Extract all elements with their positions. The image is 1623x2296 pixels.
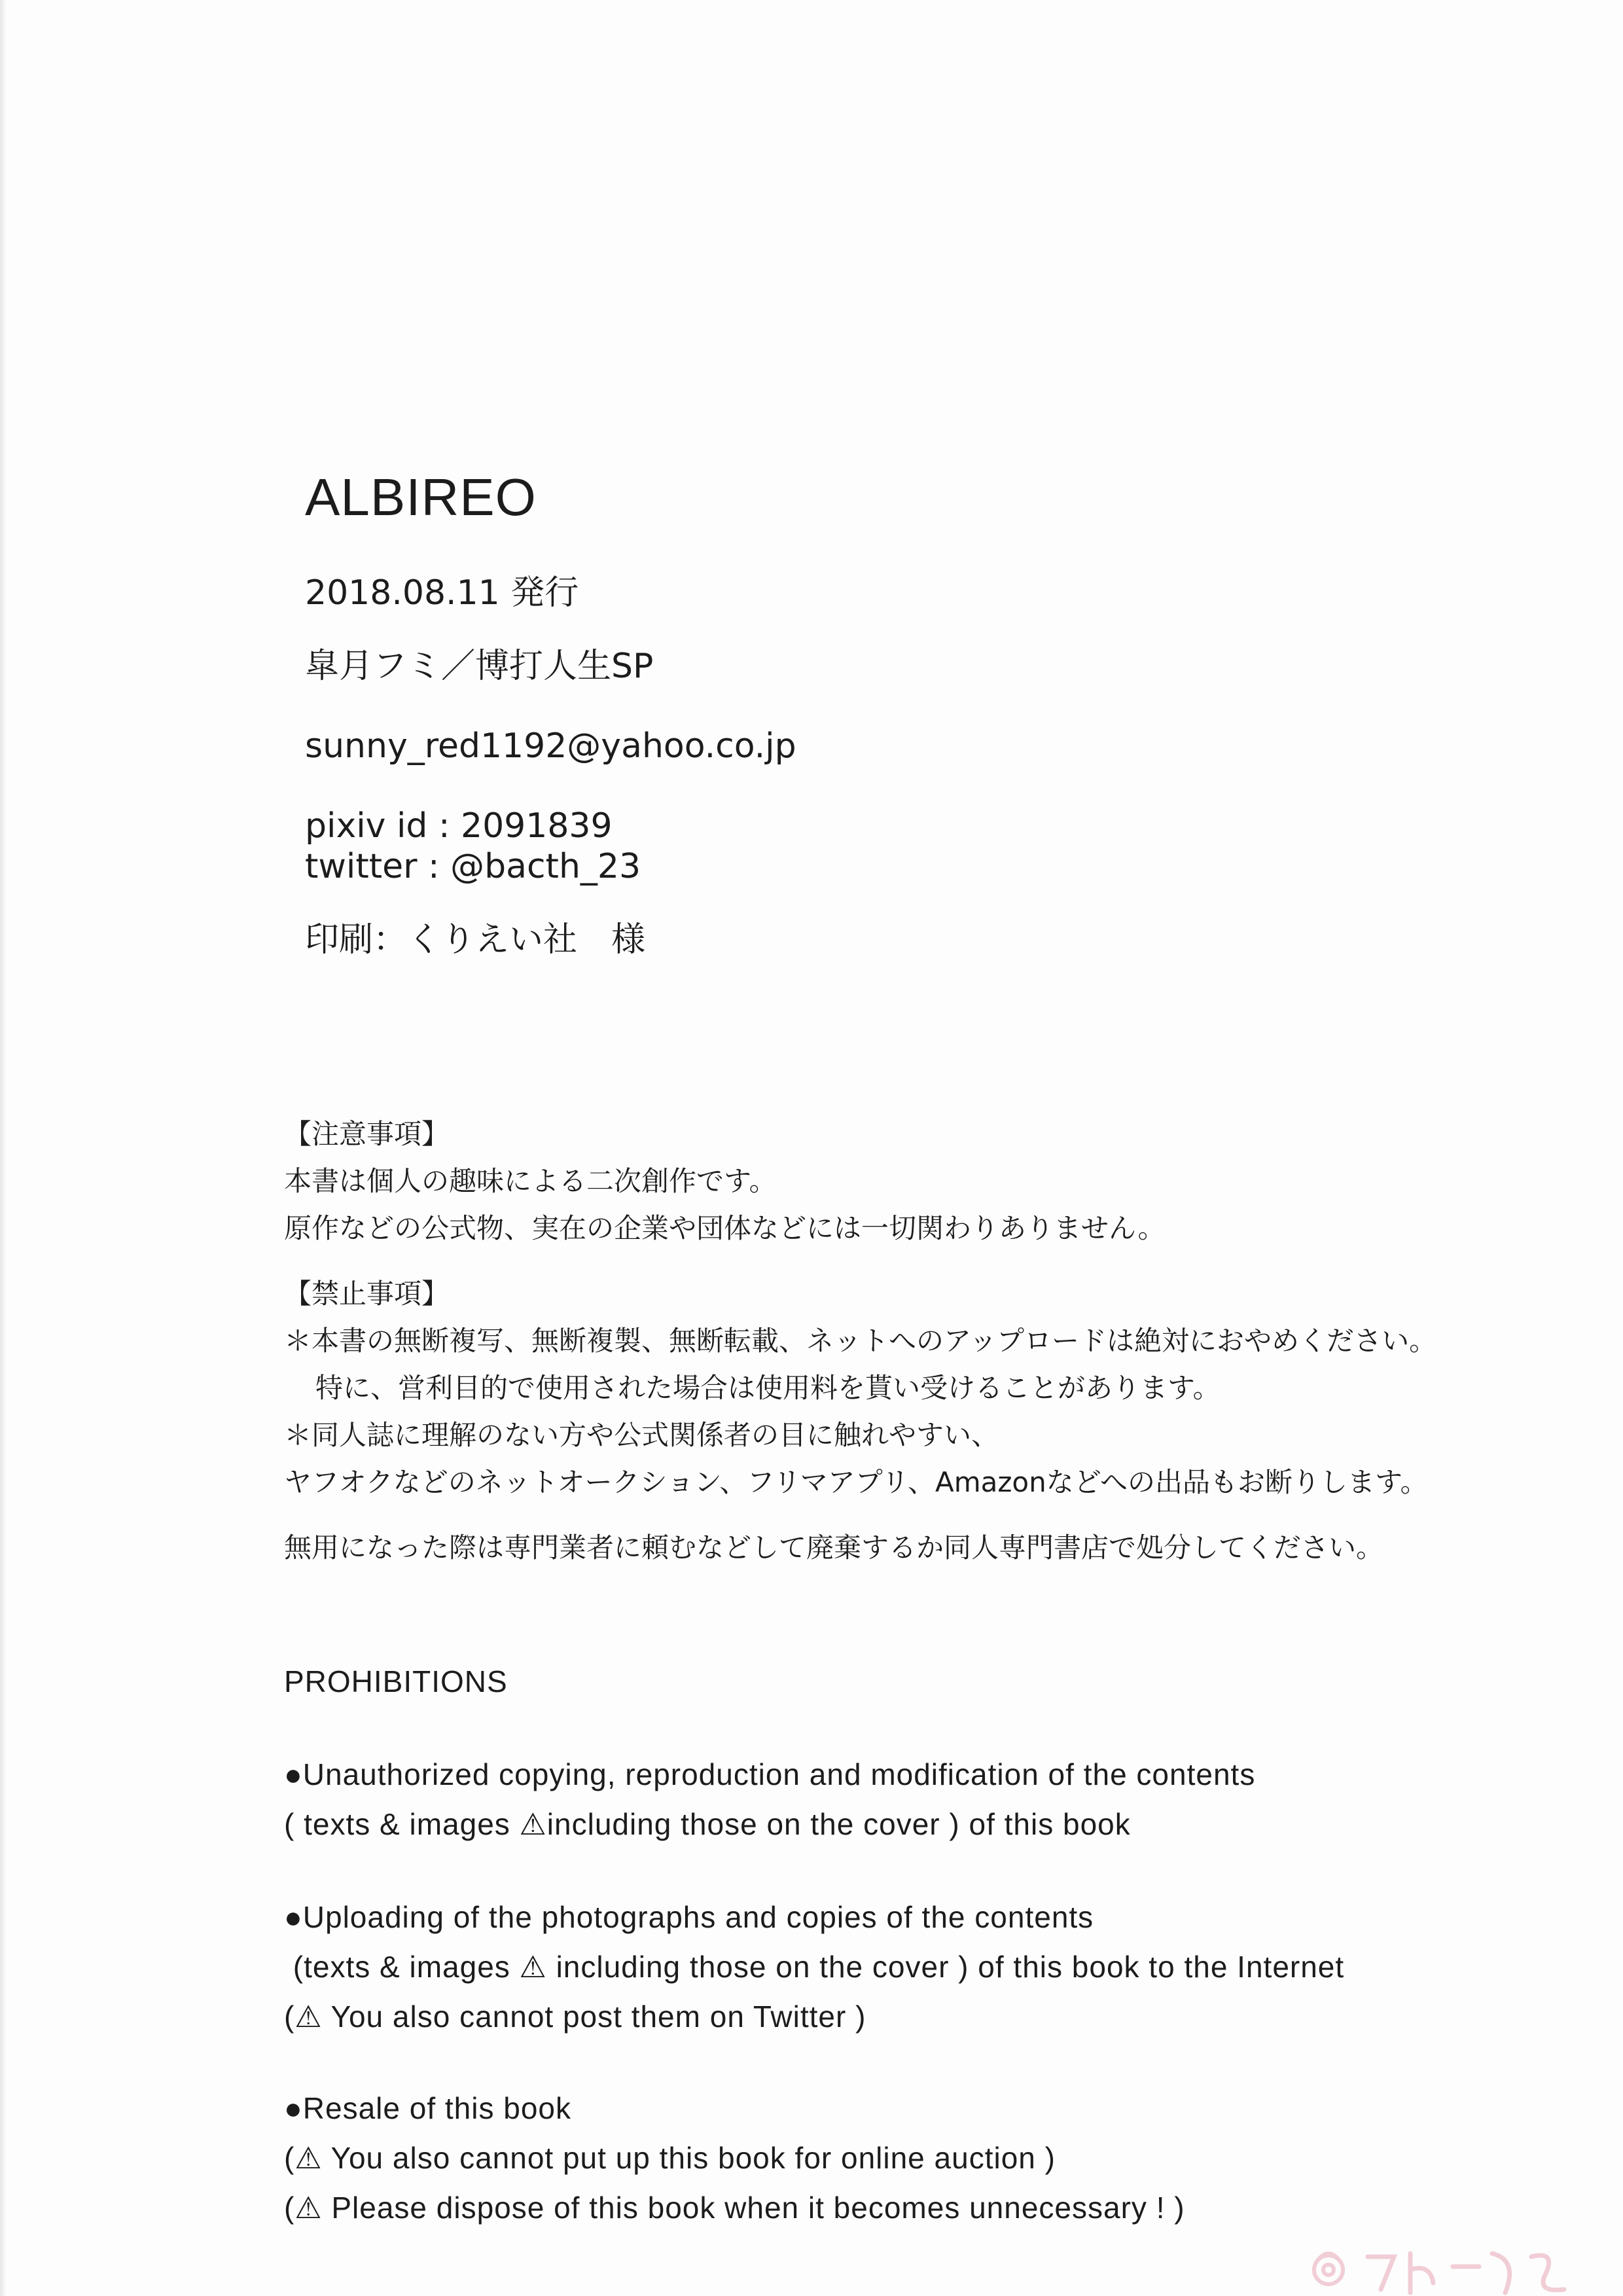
- notice-line: 本書は個人の趣味による二次創作です。: [284, 1165, 777, 1197]
- prohibition-line: (texts & images ⚠ including those on the cover ) of this book to the Internet: [284, 1950, 1345, 1984]
- author-circle: 皐月フミ／博打人生SP: [305, 647, 654, 686]
- notice-heading: 【注意事項】: [284, 1118, 450, 1150]
- twitter-handle: twitter : @bacth_23: [305, 847, 641, 886]
- prohibition-line: (⚠ Please dispose of this book when it becomes unnecessary ! ): [284, 2191, 1185, 2225]
- page-edge-shadow: [0, 0, 7, 2296]
- notice-line: 原作などの公式物、実在の企業や団体などには一切関わりありません。: [284, 1212, 1166, 1244]
- notes-section: [284, 1118, 1527, 1581]
- prohibition-line: ●Resale of this book: [284, 2091, 572, 2125]
- prohibition-line: ●Uploading of the photographs and copies of the contents: [284, 1900, 1094, 1934]
- colophon: [305, 468, 1352, 960]
- prohibited-line: ＊同人誌に理解のない方や公式関係者の目に触れやすい、: [284, 1419, 999, 1451]
- prohibition-line: (⚠ You also cannot put up this book for online auction ): [284, 2141, 1056, 2175]
- contact-email: sunny_red1192@yahoo.co.jp: [305, 726, 796, 766]
- flower-logo-icon: [1296, 2231, 1584, 2296]
- prohibition-item-resale: [284, 2093, 1185, 2242]
- publish-date: 2018.08.11 発行: [305, 573, 579, 613]
- prohibitions-heading: PROHIBITIONS: [284, 1664, 508, 1698]
- prohibited-line: 特に、営利目的で使用された場合は使用料を貰い受けることがあります。: [315, 1372, 1221, 1404]
- prohibited-heading: 【禁止事項】: [284, 1278, 450, 1310]
- disposal-note: 無用になった際は専門業者に頼むなどして廃棄するか同人専門書店で処分してください。: [284, 1532, 1384, 1564]
- prohibited-line: ヤフオクなどのネットオークション、フリマアプリ、Amazonなどへの出品もお断りします。: [284, 1466, 1428, 1498]
- prohibition-line: ●Unauthorized copying, reproduction and modification of the contents: [284, 1757, 1256, 1791]
- pixiv-id: pixiv id : 2091839: [305, 806, 613, 846]
- printer-credit: 印刷：くりえい社 様: [305, 920, 646, 960]
- prohibition-item-uploading: [284, 1902, 1344, 2051]
- prohibition-line: (⚠ You also cannot post them on Twitter ): [284, 2000, 866, 2034]
- prohibition-item-copying: [284, 1759, 1255, 1859]
- prohibition-line: ( texts & images ⚠including those on the cover ) of this book: [284, 1807, 1131, 1841]
- prohibited-line: ＊本書の無断複写、無断複製、無断転載、ネットへのアップロードは絶対におやめください。: [284, 1325, 1437, 1357]
- book-title: ALBIREO: [305, 468, 537, 526]
